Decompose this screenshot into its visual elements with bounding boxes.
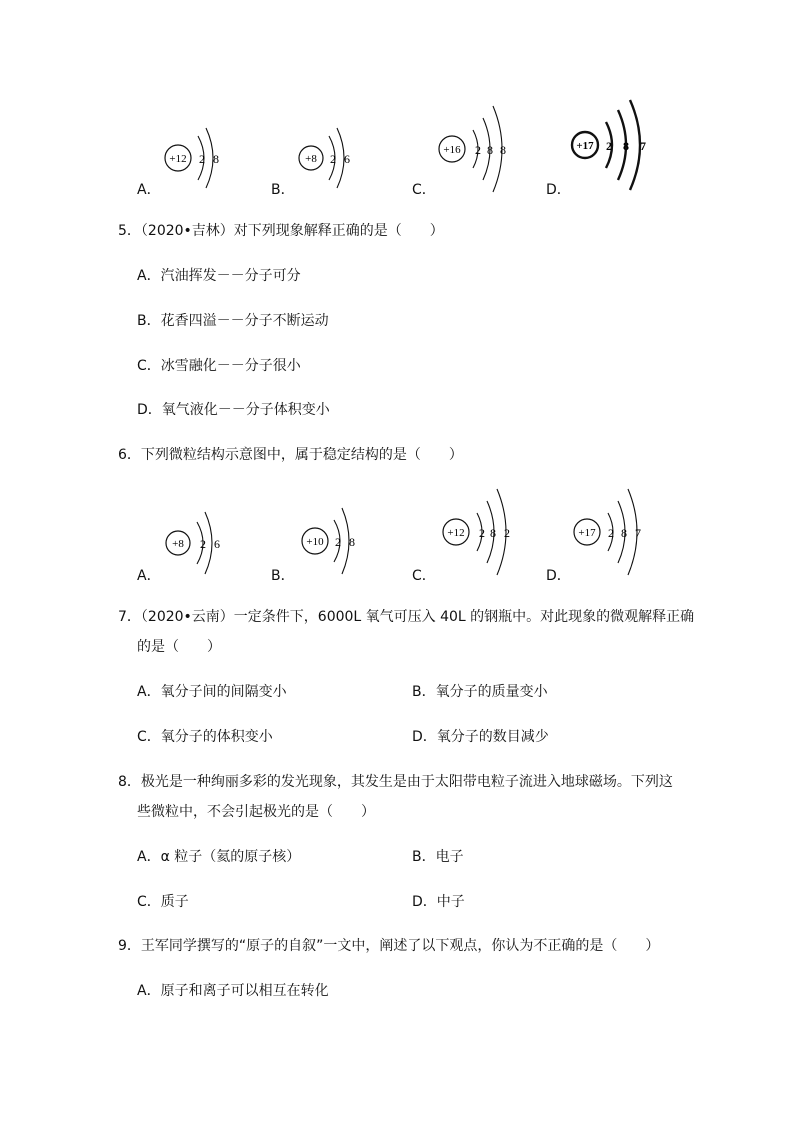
option-c: C．	[412, 568, 436, 584]
option-c: C．氧分子的体积变小	[137, 729, 273, 745]
shell-count: 7	[640, 139, 646, 153]
shell-count: 8	[490, 526, 496, 540]
option-b: B．电子	[412, 849, 464, 865]
nucleus-label: +8	[305, 153, 317, 165]
row1-label-a: A．	[137, 182, 161, 198]
option-d: D．氧气液化－－分子体积变小	[137, 402, 330, 418]
atom-diagram-q6-a	[163, 504, 233, 584]
question-stem: 9．王军同学撰写的“原子的自叙”一文中，阐述了以下观点，你认为不正确的是（ ）	[118, 938, 660, 954]
atom-diagram-row1-b	[295, 120, 365, 200]
shell-count: 2	[200, 537, 206, 551]
shell-count: 2	[608, 526, 614, 540]
row1-label-c: C．	[412, 182, 436, 198]
option-d: D．	[546, 568, 571, 584]
shell-count: 2	[606, 139, 612, 153]
atom-diagram-q6-c	[437, 485, 527, 585]
nucleus-label: +17	[576, 140, 594, 152]
atom-diagram-q6-b	[298, 502, 368, 582]
question-stem-line-2: 些微粒中，不会引起极光的是（ ）	[137, 804, 375, 820]
option-a: A．α 粒子（氦的原子核）	[137, 849, 301, 865]
shell-count: 2	[475, 143, 481, 157]
option-a: A．原子和离子可以相互在转化	[137, 983, 329, 999]
option-a: A．汽油挥发－－分子可分	[137, 268, 301, 284]
shell-count: 6	[214, 537, 220, 551]
shell-count: 2	[335, 535, 341, 549]
question-stem-line-1: 8．极光是一种绚丽多彩的发光现象，其发生是由于太阳带电粒子流进入地球磁场。下列这	[118, 774, 673, 790]
question-stem-line-2: 的是（ ）	[137, 639, 221, 655]
atom-diagram-row1-c	[433, 100, 523, 200]
shell-count: 2	[479, 526, 485, 540]
question-stem: 5．（2020•吉林）对下列现象解释正确的是（ ）	[118, 223, 444, 239]
option-b: B．氧分子的质量变小	[412, 684, 548, 700]
option-b: B．花香四溢－－分子不断运动	[137, 313, 329, 329]
option-d: D．中子	[412, 894, 465, 910]
option-b: B．	[271, 568, 295, 584]
nucleus-label: +16	[443, 144, 461, 156]
shell-count: 8	[213, 152, 219, 166]
shell-count: 7	[635, 526, 641, 540]
shell-count: 2	[330, 152, 336, 166]
option-d: D．氧分子的数目减少	[412, 729, 549, 745]
nucleus-label: +8	[172, 538, 184, 550]
nucleus-label: +10	[306, 536, 324, 548]
option-c: C．质子	[137, 894, 189, 910]
shell-count: 8	[623, 139, 629, 153]
nucleus-label: +17	[578, 527, 596, 539]
option-a: A．	[137, 568, 161, 584]
question-stem: 6．下列微粒结构示意图中，属于稳定结构的是（ ）	[118, 447, 463, 463]
shell-count: 2	[504, 526, 510, 540]
question-stem-line-1: 7．（2020•云南）一定条件下，6000L 氧气可压入 40L 的钢瓶中。对此现象的微观解释正确	[118, 609, 695, 625]
nucleus-label: +12	[169, 153, 187, 165]
row1-label-d: D．	[546, 182, 571, 198]
shell-count: 8	[349, 535, 355, 549]
option-c: C．冰雪融化－－分子很小	[137, 358, 301, 374]
shell-count: 8	[500, 143, 506, 157]
shell-count: 2	[199, 152, 205, 166]
atom-diagram-row1-d	[568, 98, 658, 198]
atom-diagram-row1-a	[160, 120, 230, 200]
atom-diagram-q6-d	[570, 485, 660, 585]
shell-count: 8	[621, 526, 627, 540]
shell-count: 8	[487, 143, 493, 157]
row1-label-b: B．	[271, 182, 295, 198]
option-a: A．氧分子间的间隔变小	[137, 684, 287, 700]
shell-count: 6	[344, 152, 350, 166]
nucleus-label: +12	[447, 527, 465, 539]
